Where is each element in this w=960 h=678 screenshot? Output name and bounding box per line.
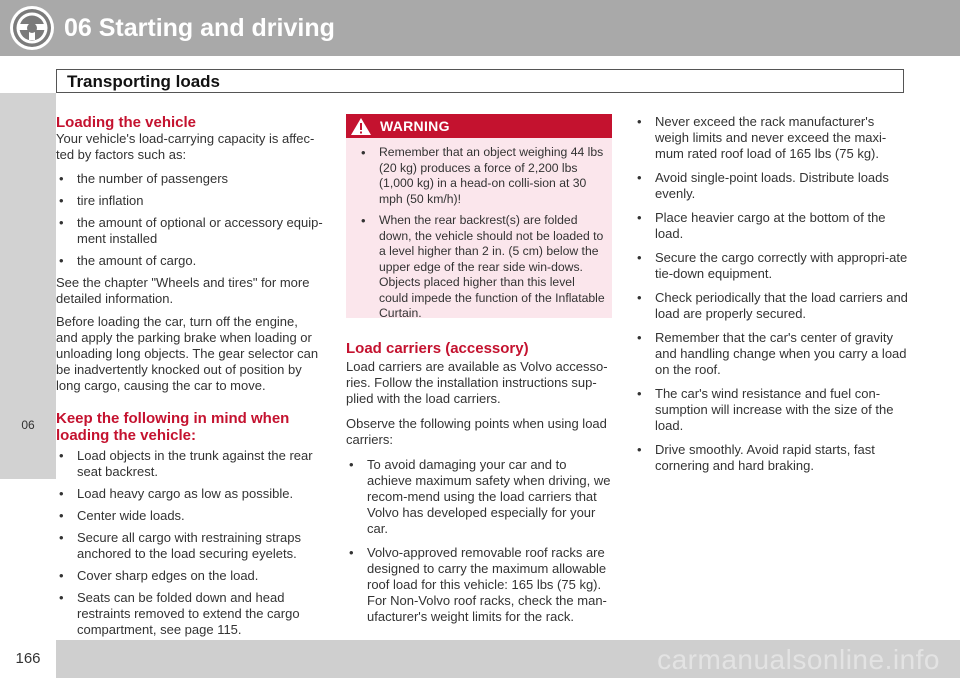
roof-load-list xyxy=(634,114,908,474)
bullet-icon: • xyxy=(361,145,366,160)
before-loading-text: Before loading the car, turn off the engine, and apply the parking brake when loading or unloading long objects. The gear selector can be inadvertently knocked out of position by long cargo, causing the car to move. xyxy=(56,314,319,393)
list-item: • Seats can be folded down and head restraints removed to extend the cargo compartment, see page 115. xyxy=(59,590,300,637)
warning-title: WARNING xyxy=(380,118,450,134)
list-item: • tire inflation xyxy=(59,193,144,208)
carriers-heading: Load carriers (accessory) xyxy=(346,340,529,357)
warning-list xyxy=(358,145,606,328)
list-item: • Center wide loads. xyxy=(59,508,185,523)
loading-intro: Your vehicle's load-carrying capacity is affec-ted by factors such as: xyxy=(56,131,315,162)
list-item: • the amount of cargo. xyxy=(59,253,197,268)
bullet-icon: • xyxy=(59,193,64,208)
list-item: • Load heavy cargo as low as possible. xyxy=(59,486,294,501)
list-item: • Check periodically that the load carriers and load are properly secured. xyxy=(637,290,908,321)
list-item: • Remember that the car's center of gravity and handling change when you carry a load on the roof. xyxy=(637,330,907,377)
list-item: • Drive smoothly. Avoid rapid starts, fast cornering and hard braking. xyxy=(637,442,875,473)
bullet-icon: • xyxy=(59,568,64,583)
bullet-icon: • xyxy=(637,442,642,457)
list-item: • the number of passengers xyxy=(59,171,229,186)
loading-heading: Loading the vehicle xyxy=(56,114,197,131)
bullet-icon: • xyxy=(637,170,642,185)
list-item: • Secure the cargo correctly with appropri-ate tie-down equipment. xyxy=(637,250,908,281)
bullet-icon: • xyxy=(637,330,642,345)
bullet-icon: • xyxy=(59,215,64,230)
chapter-title: 06 Starting and driving xyxy=(64,14,335,42)
list-item: • Secure all cargo with restraining straps anchored to the load securing eyelets. xyxy=(59,530,301,561)
bullet-icon: • xyxy=(59,448,64,463)
list-item: • Volvo-approved removable roof racks are designed to carry the maximum allowable roof load for this vehicle: 165 lbs (75 kg). For Non-Volvo roof racks, check the man-ufacturer's weight limits for the rack. xyxy=(349,545,607,624)
column-left xyxy=(56,114,323,644)
page-number: 166 xyxy=(15,650,41,667)
warning-header xyxy=(346,114,612,138)
wheels-note: See the chapter "Wheels and tires" for more detailed information. xyxy=(56,275,310,306)
bullet-icon: • xyxy=(59,590,64,605)
page-number-box xyxy=(0,640,56,678)
bullet-icon: • xyxy=(361,213,366,228)
bullet-icon: • xyxy=(59,253,64,268)
chapter-header xyxy=(0,0,960,56)
column-right xyxy=(634,114,908,480)
list-item: • Avoid single-point loads. Distribute loads evenly. xyxy=(637,170,889,201)
list-item: • Place heavier cargo at the bottom of the load. xyxy=(637,210,886,241)
list-item: • The car's wind resistance and fuel con-sumption will increase with the size of the load. xyxy=(637,386,894,433)
watermark: carmanualsonline.info xyxy=(657,644,940,675)
bullet-icon: • xyxy=(59,508,64,523)
bullet-icon: • xyxy=(59,530,64,545)
list-item: • Never exceed the rack manufacturer's weigh limits and never exceed the maxi-mum rated roof load of 165 lbs (75 kg). xyxy=(637,114,887,161)
warning-box xyxy=(346,114,612,318)
chapter-side-tab xyxy=(0,93,56,479)
factors-list xyxy=(56,171,323,269)
warning-triangle-icon xyxy=(350,117,372,136)
bullet-icon: • xyxy=(637,290,642,305)
keep-heading: Keep the following in mind when loading the vehicle: xyxy=(56,410,290,444)
carriers-intro: Load carriers are available as Volvo accesso-ries. Follow the installation instructions sup-plied with the load carriers. xyxy=(346,359,608,406)
bullet-icon: • xyxy=(349,545,354,560)
carriers-observe: Observe the following points when using load carriers: xyxy=(346,416,607,447)
bullet-icon: • xyxy=(59,486,64,501)
section-title: Transporting loads xyxy=(67,72,221,91)
bullet-icon: • xyxy=(637,210,642,225)
page-footer xyxy=(0,640,960,678)
bullet-icon: • xyxy=(637,114,642,129)
steering-wheel-icon xyxy=(8,4,56,52)
list-item: • Load objects in the trunk against the rear seat backrest. xyxy=(59,448,313,479)
bullet-icon: • xyxy=(637,386,642,401)
bullet-icon: • xyxy=(637,250,642,265)
list-item: • the amount of optional or accessory equip-ment installed xyxy=(59,215,323,246)
bullet-icon: • xyxy=(59,171,64,186)
carriers-list xyxy=(346,457,612,625)
bullet-icon: • xyxy=(349,457,354,472)
chapter-tab-label: 06 xyxy=(21,418,35,432)
list-item: • To avoid damaging your car and to achieve maximum safety when driving, we recom-mend using the load carriers that Volvo has developed especially for your car. xyxy=(349,457,611,536)
list-item: • When the rear backrest(s) are folded down, the vehicle should not be loaded to a level higher than 2 in. (5 cm) below the upper edge of the rear side win-dows. Objects placed higher than this level could impede the function of the Inflatable Curtain. xyxy=(361,213,605,320)
list-item: • Remember that an object weighing 44 lbs (20 kg) produces a force of 2,200 lbs (1,000 kg) in a head-on colli-sion at 30 mph (50 km/h)! xyxy=(361,145,604,206)
section-header xyxy=(56,69,904,93)
keep-list xyxy=(56,448,323,638)
list-item: • Cover sharp edges on the load. xyxy=(59,568,259,583)
column-middle xyxy=(346,340,612,631)
